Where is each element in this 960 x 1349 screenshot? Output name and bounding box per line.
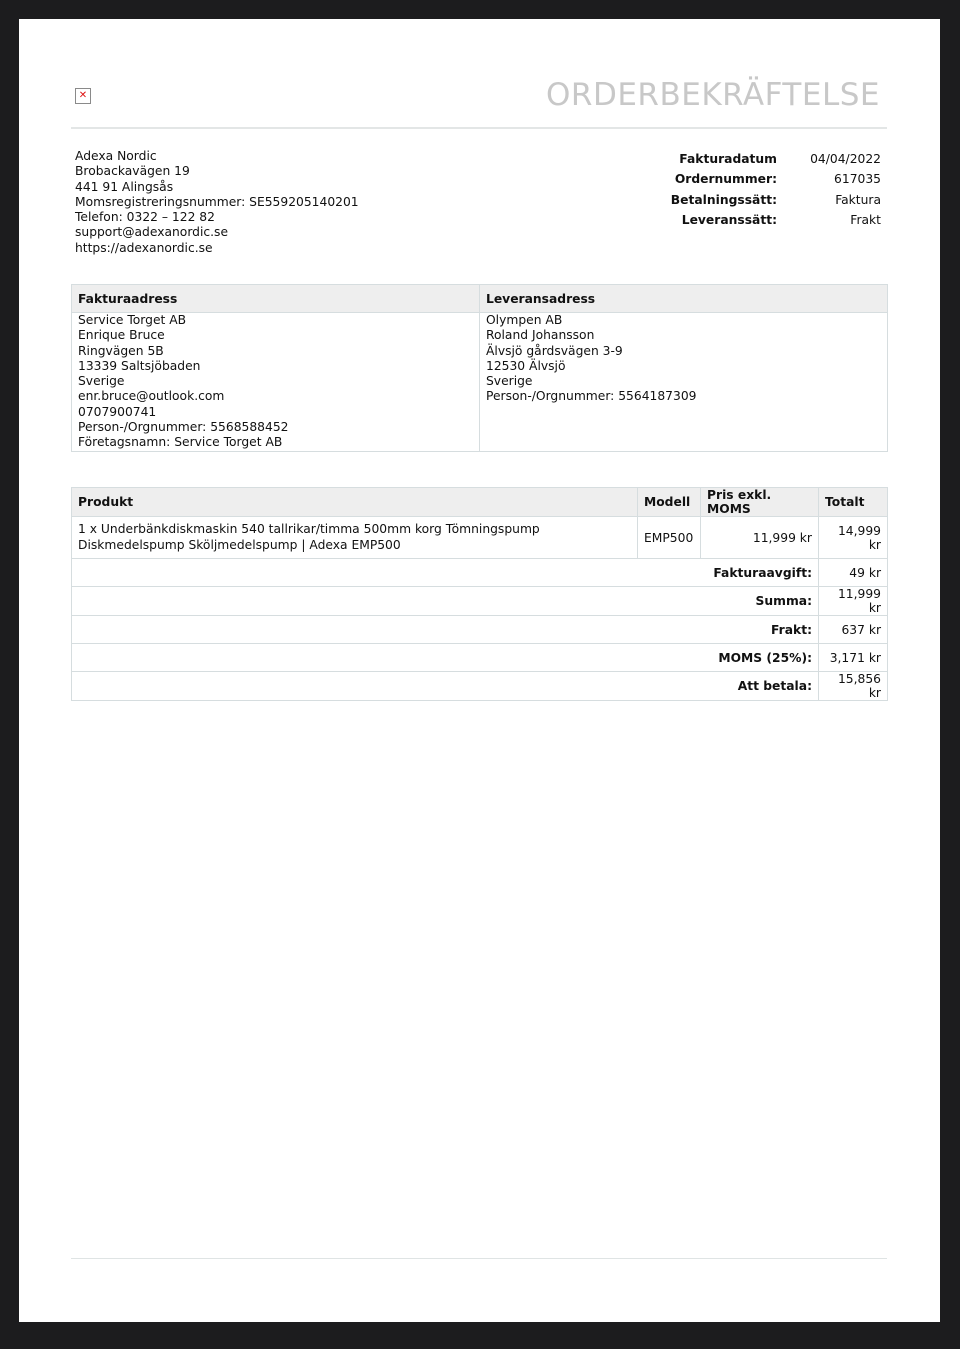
- totals-row: [72, 644, 888, 672]
- item-model: EMP500: [638, 517, 701, 559]
- meta-value: 04/04/2022: [810, 152, 881, 166]
- company-street: Brobackavägen 19: [75, 164, 190, 179]
- meta-value: Frakt: [850, 212, 881, 227]
- billing-line: Service Torget AB: [78, 313, 187, 327]
- shipping-cost-value: 637 kr: [819, 616, 888, 644]
- items-header-row: [72, 488, 888, 517]
- company-phone: Telefon: 0322 – 122 82: [75, 210, 215, 225]
- footer-divider: [71, 1258, 887, 1259]
- item-price: 11,999 kr: [701, 517, 819, 559]
- item-total: 14,999 kr: [819, 517, 888, 559]
- meta-label: Leveranssätt:: [681, 212, 777, 227]
- address-table: [71, 284, 888, 452]
- company-city: 441 91 Alingsås: [75, 179, 174, 194]
- billing-line: 0707900741: [78, 404, 157, 419]
- shipping-address: [480, 313, 888, 452]
- company-vat: Momsregistreringsnummer: SE559205140201: [75, 194, 359, 209]
- billing-line: Enrique Bruce: [78, 328, 165, 343]
- shipping-line: Roland Johansson: [486, 328, 595, 343]
- totals-row: [72, 559, 888, 587]
- billing-line: Person-/Orgnummer: 5568588452: [78, 420, 289, 435]
- title-divider: [71, 127, 887, 129]
- meta-label: Fakturadatum: [679, 152, 777, 166]
- meta-row: [627, 193, 881, 213]
- invoice-fee-label: Fakturaavgift:: [72, 559, 819, 587]
- totals-row: [72, 587, 888, 616]
- meta-row: [627, 152, 881, 172]
- billing-address: [72, 313, 480, 452]
- billing-line: Ringvägen 5B: [78, 343, 164, 358]
- amount-due-value: 15,856 kr: [819, 672, 888, 701]
- shipping-line: Älvsjö gårdsvägen 3-9: [486, 343, 623, 358]
- shipping-heading: Leveransadress: [480, 285, 888, 313]
- amount-due-label: Att betala:: [72, 672, 819, 701]
- totals-row: [72, 616, 888, 644]
- shipping-line: 12530 Älvsjö: [486, 358, 566, 373]
- document-title: ORDERBEKRÄFTELSE: [546, 77, 880, 113]
- meta-row: [627, 213, 881, 233]
- shipping-line: Sverige: [486, 374, 533, 389]
- vat-value: 3,171 kr: [819, 644, 888, 672]
- company-name: Adexa Nordic: [75, 149, 157, 163]
- meta-label: Betalningssätt:: [670, 192, 777, 207]
- col-product: Produkt: [72, 488, 638, 517]
- invoice-fee-value: 49 kr: [819, 559, 888, 587]
- meta-value: 617035: [834, 172, 881, 187]
- order-items-table: [71, 487, 888, 701]
- shipping-line: Olympen AB: [486, 313, 563, 327]
- sum-value: 11,999 kr: [819, 587, 888, 616]
- shipping-line: Person-/Orgnummer: 5564187309: [486, 389, 697, 404]
- sum-label: Summa:: [72, 587, 819, 616]
- col-price: Pris exkl. MOMS: [701, 488, 819, 517]
- col-model: Modell: [638, 488, 701, 517]
- broken-image-icon: ✕: [75, 88, 91, 104]
- vat-label: MOMS (25%):: [72, 644, 819, 672]
- billing-line: 13339 Saltsjöbaden: [78, 358, 201, 373]
- item-product: 1 x Underbänkdiskmaskin 540 tallrikar/timma 500mm korg Tömningspump Diskmedelspump Sköljmedelspump | Adexa EMP500: [72, 517, 638, 559]
- item-row: [72, 517, 888, 559]
- billing-heading: Fakturaadress: [72, 285, 480, 313]
- billing-line: Företagsnamn: Service Torget AB: [78, 435, 283, 450]
- company-website: https://adexanordic.se: [75, 240, 213, 255]
- meta-label: Ordernummer:: [674, 172, 777, 187]
- meta-value: Faktura: [835, 192, 881, 207]
- shipping-cost-label: Frakt:: [72, 616, 819, 644]
- company-info: [75, 149, 359, 256]
- col-total: Totalt: [819, 488, 888, 517]
- order-meta: [627, 152, 881, 233]
- meta-row: [627, 172, 881, 192]
- document-page: [19, 19, 940, 1322]
- totals-row: [72, 672, 888, 701]
- billing-line: enr.bruce@outlook.com: [78, 389, 225, 404]
- company-email: support@adexanordic.se: [75, 225, 229, 240]
- billing-line: Sverige: [78, 374, 125, 389]
